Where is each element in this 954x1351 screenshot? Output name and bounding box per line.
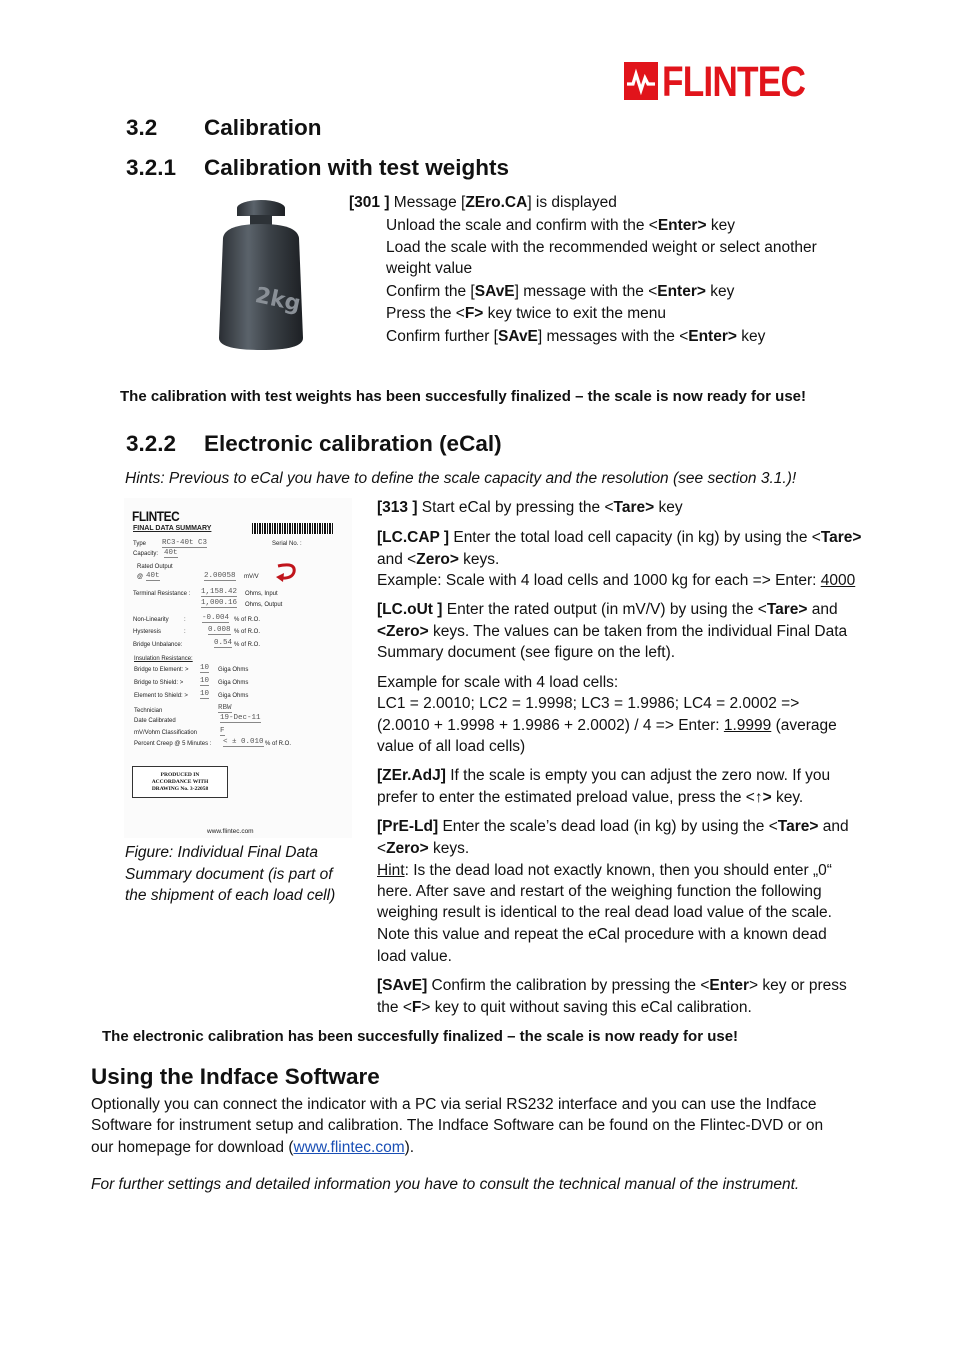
fds-date-value: 19-Dec-11 bbox=[220, 714, 261, 722]
fds-term-label: Terminal Resistance : bbox=[133, 591, 191, 597]
example-4lc-line-3: (2.0010 + 1.9998 + 1.9986 + 2.0002) / 4 => Enter: 1.9999 (average bbox=[377, 717, 837, 734]
fds-ins-2-unit: Giga Ohms bbox=[218, 680, 249, 686]
step-lccap-example: Example: Scale with 4 load cells and 1000 kg for each => Enter: 4000 bbox=[377, 572, 856, 589]
step-preld-line-1: [PrE-Ld] Enter the scale’s dead load (in kg) by using the <Tare> and bbox=[377, 818, 849, 835]
fds-ins-3: Element to Shield: > bbox=[134, 693, 188, 699]
fds-capacity-value: 40t bbox=[164, 549, 178, 557]
indface-para-line-1: Optionally you can connect the indicator with a PC via serial RS232 interface and you can use the Indface bbox=[91, 1096, 817, 1113]
fds-rated-label: Rated Output bbox=[137, 564, 173, 570]
section-3-2-1-title: Calibration with test weights bbox=[204, 155, 510, 180]
indface-note: For further settings and detailed information you have to consult the technical manual of the instrument. bbox=[91, 1176, 800, 1193]
indface-para-line-3: our homepage for download (www.flintec.com). bbox=[91, 1139, 415, 1156]
fds-type-value: RC3-40t C3 bbox=[162, 539, 208, 547]
ecal-hints: Hints: Previous to eCal you have to define the scale capacity and the resolution (see section 3.1.)! bbox=[125, 470, 797, 487]
fds-hyst-value: 0.008 bbox=[208, 626, 231, 634]
fds-arrow-icon bbox=[274, 560, 300, 582]
fds-creep-value: < ± 0.010 bbox=[223, 738, 264, 746]
step-301-line-2: Load the scale with the recommended weight or select another bbox=[386, 239, 817, 256]
fds-ins-1-value: 10 bbox=[200, 664, 210, 672]
fds-rated-at-value: 40t bbox=[146, 572, 160, 580]
fds-ins-2-value: 10 bbox=[200, 677, 210, 685]
step-lcout-line-2: <Zero> keys. The values can be taken from the individual Final Data bbox=[377, 623, 848, 640]
section-3-2-2-title: Electronic calibration (eCal) bbox=[204, 431, 502, 456]
hint-line-3: weighing result is identical to the real dead load value of the scale. bbox=[377, 904, 832, 921]
fds-capacity-label: Capacity: bbox=[133, 551, 159, 557]
indface-para-line-2: Software for instrument setup and calibration. The Indface Software can be found on the Flintec-DVD or on bbox=[91, 1117, 824, 1134]
fds-ins-1-unit: Giga Ohms bbox=[218, 667, 249, 673]
fds-brand: FLINTEC bbox=[132, 508, 180, 524]
step-save-line-2: the <F> key to quit without saving this eCal calibration. bbox=[377, 999, 752, 1016]
weight-label: 2kg bbox=[252, 283, 303, 318]
hint-line-2: here. After save and restart of the weighing function the following bbox=[377, 883, 822, 900]
fds-term-out: 1,000.16 bbox=[201, 599, 238, 607]
flintec-logo-text: FLINTEC bbox=[662, 58, 806, 106]
section-3-2-number: 3.2 bbox=[126, 115, 158, 140]
figure-caption-line-1: Figure: Individual Final Data bbox=[125, 844, 318, 861]
fds-date-label: Date Calibrated bbox=[134, 718, 176, 724]
hint-line-5: load value. bbox=[377, 948, 452, 965]
hint-line-1: Hint: Is the dead load not exactly known, then you should enter „0“ bbox=[377, 862, 832, 879]
fds-tech-value: RBW bbox=[218, 704, 232, 712]
flintec-logo bbox=[624, 58, 814, 106]
final-data-summary-figure: FLINTEC FINAL DATA SUMMARY Serial No. : Type RC3-40t C3 Capacity: 40t Rated Output @ 40t 2.00058 mV/V Terminal Resistance : 1,158.42 Ohms, Input 1,000.16 Ohms, Output Non-Linearity : -0.004 % of R.O. Hysteresis : 0.008 % of R.O. Bridge Unbalance: 0.54 % of R.O. Insulation Resistance: Bridge to Element: > 10 Giga Ohms Bridge to Shield: > 10 Giga Ohms Element to Shield: > 10 Giga Ohms Technician RBW Date Calibrated 19-Dec-11 mV/Vohm Classification F Percent Creep @ 5 Minutes : < ± 0.010 % of R.O. PRODUCED IN ACCORDANCE WITH DRAWING No. 3-22058 www.flintec.com bbox=[124, 498, 352, 838]
fds-rated-at: @ bbox=[137, 574, 144, 580]
fds-bridge-label: Bridge Unbalance: bbox=[133, 642, 183, 648]
fds-rated-unit: mV/V bbox=[244, 574, 259, 580]
fds-bridge-value: 0.54 bbox=[214, 639, 233, 647]
fds-stamp: PRODUCED IN ACCORDANCE WITH DRAWING No. 3-22058 bbox=[132, 766, 228, 798]
step-lccap-line-2: and <Zero> keys. bbox=[377, 551, 500, 568]
section-3-2-2-number: 3.2.2 bbox=[126, 431, 177, 456]
figure-caption-line-3: the shipment of each load cell) bbox=[125, 887, 336, 904]
fds-type-label: Type bbox=[133, 541, 147, 547]
step-lcout-line-1: [LC.oUt ] Enter the rated output (in mV/V) by using the <Tare> and bbox=[377, 601, 838, 618]
fds-nonlin-value: -0.004 bbox=[202, 614, 230, 622]
section-3-2-1-number: 3.2.1 bbox=[126, 155, 177, 180]
hint-line-4: Note this value and repeat the eCal procedure with a known dead bbox=[377, 926, 827, 943]
example-4lc-line-2: LC1 = 2.0010; LC2 = 1.9998; LC3 = 1.9986; LC4 = 2.0002 => bbox=[377, 695, 800, 712]
fds-term-out-unit: Ohms, Output bbox=[245, 602, 283, 608]
figure-caption-line-2: Summary document (is part of bbox=[125, 866, 333, 883]
fds-bridge-unit: % of R.O. bbox=[234, 642, 261, 648]
fds-ins-label: Insulation Resistance: bbox=[134, 656, 193, 662]
step-preld-line-2: <Zero> keys. bbox=[377, 840, 470, 857]
step-zeradj-line-2: prefer to enter the estimated preload value, press the <↑> key. bbox=[377, 789, 804, 806]
fds-tech-label: Technician bbox=[134, 708, 163, 714]
fds-mv-label: mV/Vohm Classification bbox=[134, 730, 198, 736]
test-weight-image bbox=[215, 198, 307, 354]
step-301-line-4: Confirm the [SAvE] message with the <Enter> key bbox=[386, 283, 735, 300]
step-301-line-6: Confirm further [SAvE] messages with the <Enter> key bbox=[386, 328, 766, 345]
fds-creep-unit: % of R.O. bbox=[265, 741, 292, 747]
fds-ins-1: Bridge to Element: > bbox=[134, 667, 189, 673]
step-301-line-5: Press the <F> key twice to exit the menu bbox=[386, 305, 667, 322]
fds-ins-2: Bridge to Shield: > bbox=[134, 680, 184, 686]
fds-mv-value: F bbox=[220, 727, 225, 735]
step-zeradj-line-1: [ZEr.AdJ] If the scale is empty you can adjust the zero now. If you bbox=[377, 767, 831, 784]
flintec-logo-mark-icon bbox=[624, 62, 658, 100]
fds-barcode bbox=[252, 523, 334, 534]
section-3-2-title: Calibration bbox=[204, 115, 322, 140]
example-4lc-line-4: value of all load cells) bbox=[377, 738, 526, 755]
fds-hyst-unit: % of R.O. bbox=[234, 629, 261, 635]
step-301-line-1: Unload the scale and confirm with the <Enter> key bbox=[386, 217, 735, 234]
fds-nonlin-unit: % of R.O. bbox=[234, 617, 261, 623]
flintec-link[interactable]: www.flintec.com bbox=[293, 1139, 405, 1156]
fds-url: www.flintec.com bbox=[207, 828, 254, 835]
fds-serial-label: Serial No. : bbox=[272, 541, 302, 547]
fds-term-in-unit: Ohms, Input bbox=[245, 591, 278, 597]
step-301-line-3: weight value bbox=[386, 260, 473, 277]
fds-creep-label: Percent Creep @ 5 Minutes : bbox=[134, 741, 212, 747]
example-4lc-line-1: Example for scale with 4 load cells: bbox=[377, 674, 619, 691]
test-weights-success: The calibration with test weights has been succesfully finalized – the scale is now ready for use! bbox=[120, 388, 807, 405]
fds-term-in: 1,158.42 bbox=[201, 588, 238, 596]
fds-nonlin-label: Non-Linearity bbox=[133, 617, 169, 623]
fds-ins-3-unit: Giga Ohms bbox=[218, 693, 249, 699]
ecal-success: The electronic calibration has been succesfully finalized – the scale is now ready for use! bbox=[102, 1028, 739, 1045]
fds-title: FINAL DATA SUMMARY bbox=[133, 525, 212, 532]
step-313: [313 ] Start eCal by pressing the <Tare> key bbox=[377, 499, 683, 516]
fds-ins-3-value: 10 bbox=[200, 690, 210, 698]
step-save-line-1: [SAvE] Confirm the calibration by pressing the <Enter> key or press bbox=[377, 977, 847, 994]
step-lcout-line-3: Summary document (see figure on the left). bbox=[377, 644, 676, 661]
step-301: [301 ] Message [ZEro.CA] is displayed bbox=[349, 194, 617, 211]
indface-title: Using the Indface Software bbox=[91, 1064, 380, 1089]
step-lccap-line-1: [LC.CAP ] Enter the total load cell capacity (in kg) by using the <Tare> bbox=[377, 529, 862, 546]
fds-rated-value: 2.00058 bbox=[204, 572, 236, 580]
fds-hyst-label: Hysteresis bbox=[133, 629, 162, 635]
